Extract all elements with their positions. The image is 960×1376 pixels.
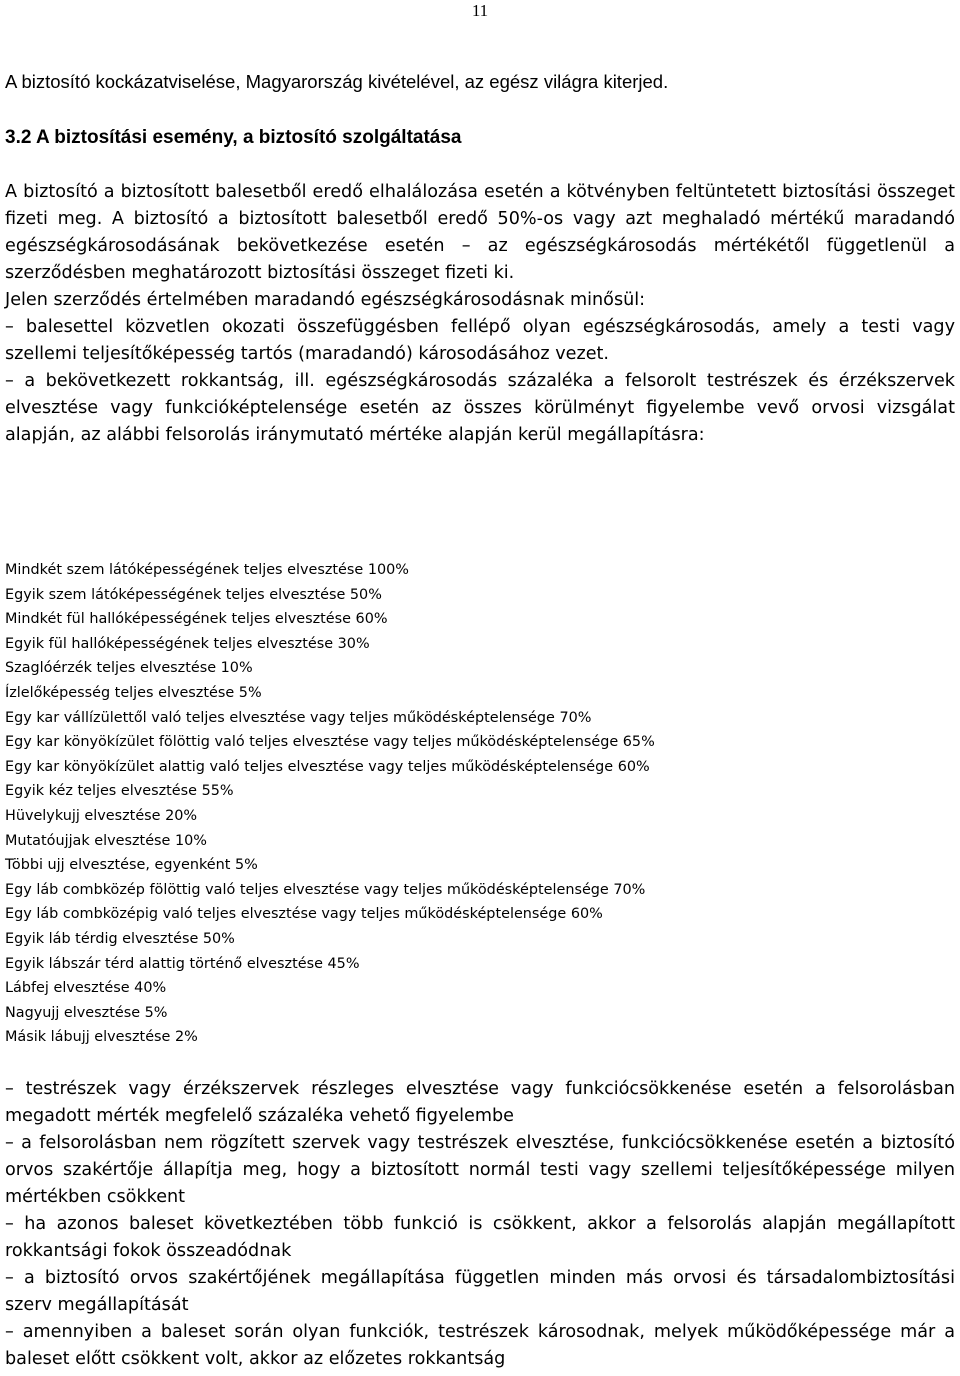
disability-list <box>5 558 955 1050</box>
list-item: Egyik fül hallóképességének teljes elvesztése 30% <box>5 635 370 652</box>
list-item: Egyik láb térdig elvesztése 50% <box>5 930 235 947</box>
list-item: Egyik kéz teljes elvesztése 55% <box>5 783 234 800</box>
list-item: Egy láb combközépig való teljes elvesztése vagy teljes működésképtelensége 60% <box>5 906 603 923</box>
section-heading: 3.2 A biztosítási esemény, a biztosító szolgáltatása <box>5 127 462 148</box>
paragraph-condition-2: – a bekövetkezett rokkantság, ill. egészségkárosodás százaléka a felsorolt testrészek és érzékszervek elvesztése vagy funkcióképtelensége esetén az összes körülményt figyelembe vevő orvosi vizsgálat alapján, az alábbi felsorolás iránymutató mértéke alapján kerül megállapításra: <box>5 371 955 445</box>
body-text <box>5 179 955 449</box>
list-item: Nagyujj elvesztése 5% <box>5 1004 168 1021</box>
additional-rules <box>5 1076 955 1373</box>
list-item: Mindkét fül hallóképességének teljes elvesztése 60% <box>5 611 388 628</box>
rule-item: – a felsorolásban nem rögzített szervek vagy testrészek elvesztése, funkciócsökkenése esetén a biztosító orvos szakértője állapítja meg, hogy a biztosított normál testi vagy szellemi teljesítőképessége milyen mértékben csökkent <box>5 1133 955 1207</box>
rule-item: – amennyiben a baleset során olyan funkciók, testrészek károsodnak, melyek működőképessége már a baleset előtt csökkent volt, akkor az előzetes rokkantság <box>5 1322 955 1369</box>
list-item: Mindkét szem látóképességének teljes elvesztése 100% <box>5 562 409 578</box>
list-item: Többi ujj elvesztése, egyenként 5% <box>5 857 258 874</box>
list-item: Egyik lábszár térd alattig történő elvesztése 45% <box>5 955 360 972</box>
page-number: 11 <box>471 1 489 20</box>
list-item: Mutatóujjak elvesztése 10% <box>5 832 207 849</box>
list-item: Lábfej elvesztése 40% <box>5 980 167 997</box>
list-item: Egy láb combközép fölöttig való teljes elvesztése vagy teljes működésképtelensége 70% <box>5 881 646 898</box>
list-item: Egy kar vállízülettől való teljes elvesztése vagy teljes működésképtelensége 70% <box>5 709 592 726</box>
list-item: Egy kar könyökízület alattig való teljes elvesztése vagy teljes működésképtelensége 60% <box>5 758 650 775</box>
list-item: Hüvelykujj elvesztése 20% <box>5 807 198 824</box>
paragraph-definition: Jelen szerződés értelmében maradandó egészségkárosodásnak minősül: <box>5 290 646 310</box>
rule-item: – a biztosító orvos szakértőjének megállapítása független minden más orvosi és társadalombiztosítási szerv megállapítását <box>5 1268 955 1315</box>
rule-item: – testrészek vagy érzékszervek részleges elvesztése vagy funkciócsökkenése esetén a felsorolásban megadott mérték megfelelő százaléka vehető figyelembe <box>5 1079 955 1126</box>
list-item: Ízlelőképesség teljes elvesztése 5% <box>5 684 262 701</box>
paragraph-payout: A biztosító a biztosított balesetből eredő elhalálozása esetén a kötvényben feltüntetett biztosítási összeget fizeti meg. A biztosító a biztosított balesetből eredő 50%-os vagy azt meghaladó mértékű maradandó egészségkárosodásának bekövetkezése esetén – az egészségkárosodás mértékétől függetlenül a szerződésben meghatározott biztosítási összeget fizeti ki. <box>5 182 955 283</box>
list-item: Egy kar könyökízület fölöttig való teljes elvesztése vagy teljes működésképtelensége 65% <box>5 734 655 751</box>
list-item: Szaglóérzék teljes elvesztése 10% <box>5 660 253 677</box>
paragraph-condition-1: – balesettel közvetlen okozati összefüggésben fellépő olyan egészségkárosodás, amely a testi vagy szellemi teljesítőképesség tartós (maradandó) károsodásához vezet. <box>5 317 955 364</box>
intro-paragraph: A biztosító kockázatviselése, Magyarország kivételével, az egész világra kiterjed. <box>5 71 669 92</box>
rule-item: – ha azonos baleset következtében több funkció is csökkent, akkor a felsorolás alapján megállapított rokkantsági fokok összeadódnak <box>5 1214 955 1261</box>
list-item: Egyik szem látóképességének teljes elvesztése 50% <box>5 586 382 603</box>
list-item: Másik lábujj elvesztése 2% <box>5 1029 198 1046</box>
